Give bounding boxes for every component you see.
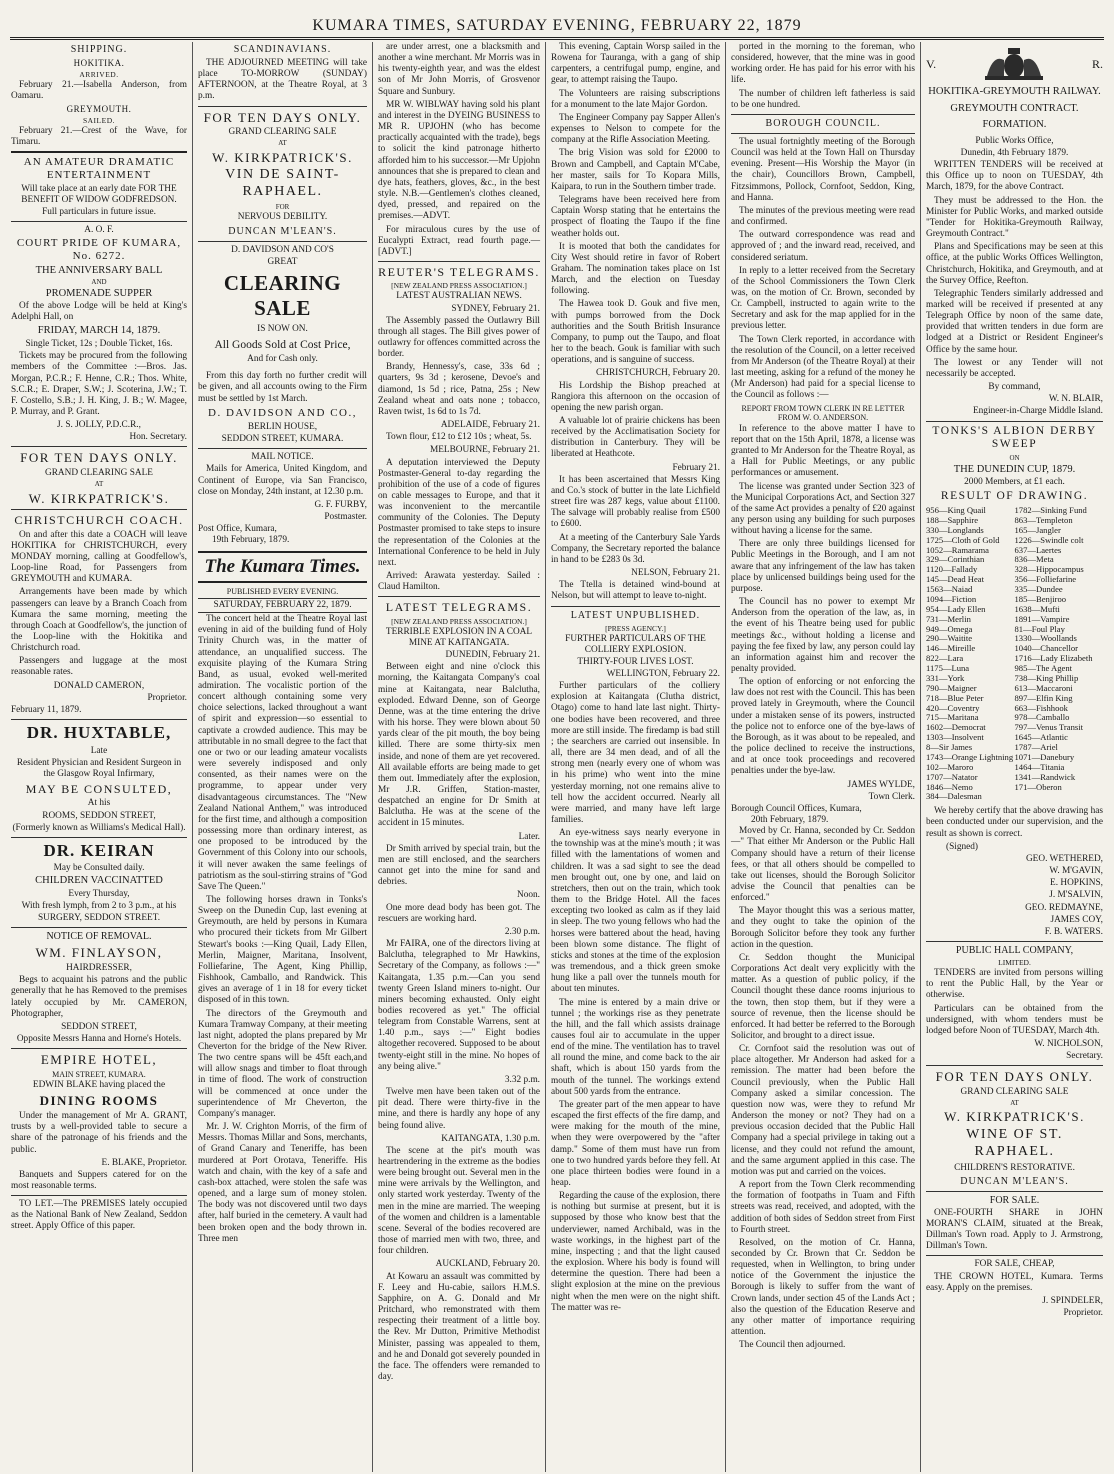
news-p5: Brandy, Hennessy's, case, 33s 6d ; quarters, 9s 3d ; kerosene, Devoe's and diamond, 1s 5d ; rice, Patna, 25s ; New Zealand wheat and oats none ; tobacco, Raven twist, 1s 6d to 1s 7d. (378, 362, 540, 417)
column-1 (6, 42, 193, 1472)
draw-entry: 1071—Danebury (1014, 751, 1075, 762)
draw-entry: 356—Folliefarine (1014, 574, 1077, 585)
news-p14: An eye-witness says nearly everyone in the township was at the mine's mouth ; it was filled with the lamentations of women and children. It was a sad sight to see the dead men brought out, one by one, and laid on stretchers, then out on the train, which took them to the Bridge Hotel. All the faces excepting two looked as calm as if they laid in sleep. The two young fellows who had the horses were battered about the head, having been blown some distance. The flight of sticks and stones at the time of the explosion was tremendous, and a thick green smoke hung like a pall over the tunnels mouth for about ten minutes. (551, 828, 720, 995)
news-p3: The Engineer Company pay Sapper Allen's expenses to Nelson to compete for the company at the Rifle Association Meeting. (551, 112, 720, 146)
hairdresser-label: HAIRDRESSER, (66, 963, 132, 974)
huxtable-credentials: Resident Physician and Resident Surgeon in the Glasgow Royal Infirmary, (16, 757, 182, 779)
ball-date: FRIDAY, MARCH 14, 1879. (37, 325, 161, 337)
results-heading: RESULT OF DRAWING. (940, 490, 1089, 503)
blake-signature: E. BLAKE, Proprietor. (101, 1157, 187, 1168)
port-hokitika: HOKITIKA. (73, 58, 125, 68)
council-offices: Borough Council Offices, Kumara, (731, 803, 862, 814)
news-p16: The greater part of the men appear to have escaped the first effects of the fire damp, and were making for the mouth of the mine, when they were overpowered by the "after damp." Some of them must have run from one to two hundred yards before they fell. At one place thirteen bodies were found in a heap. (551, 1099, 720, 1188)
draw-entry: 1303—Insolvent (926, 732, 984, 743)
sig-6: JAMES COY, (1050, 914, 1103, 925)
amateur-foot: Full particulars in future issue. (42, 206, 156, 217)
news-p11: At a meeting of the Canterbury Sale Yards Company, the Secretary reported the balance in hand to be £283 0s 3d. (551, 532, 720, 565)
draw-entry: 188—Sapphire (926, 514, 979, 525)
arrived-label: ARRIVED. (79, 69, 119, 79)
amateur-heading: AN AMATEUR DRAMATIC ENTERTAINMENT (23, 156, 175, 182)
thursday-text: Every Thursday, (68, 888, 130, 899)
town-clerk-role: Town Clerk. (868, 791, 915, 802)
crest-r: R. (1091, 56, 1103, 71)
draw-entry: 146—Mireille (926, 643, 976, 654)
header-title: KUMARA TIMES, SATURDAY EVENING, FEBRUARY 22, 1879 (312, 17, 802, 34)
news-p2: The Volunteers are raising subscriptions for a monument to the late Major Gordon. (551, 88, 720, 110)
empire-heading: EMPIRE HOTEL, (40, 1052, 158, 1068)
railway-heading: HOKITIKA-GREYMOUTH RAILWAY. (928, 86, 1101, 97)
clearing-sale: GRAND CLEARING SALE (45, 468, 153, 479)
mail-body: Mails for America, United Kingdom, and Continent of Europe, via San Francisco, close on Monday, 24th instant, at 12.30 p.m. (198, 464, 367, 497)
draw-entry: 718—Blue Peter (926, 692, 984, 703)
draw-entry: 949—Omega (926, 623, 973, 634)
limited-label: LIMITED. (998, 958, 1031, 968)
cameron-date: February 11, 1879. (11, 704, 82, 715)
drawing-results (926, 506, 1103, 802)
sig-4: J. M'SALVIN, (1049, 890, 1103, 901)
draw-entry: 1040—Chancellor (1014, 643, 1078, 654)
council-p15: Cr. Seddon thought the Municipal Corporations Act dealt very explicitly with the matter. As a question of public policy, if the Council thought these dance rooms injurious to the town, then stop them, but if they were a source of revenue, then the license should be enforced. It had better be referred to the Borough Solicitor, and brought to a direct issue. (731, 952, 915, 1041)
shipping-heading: SHIPPING. (70, 44, 128, 55)
draw-entry: 1226—Swindle colt (1014, 534, 1084, 545)
report-heading: REPORT FROM TOWN CLERK IN RE LETTER FROM W. O. ANDERSON. (741, 403, 905, 423)
council-p3: The usual fortnightly meeting of the Borough Council was held at the Town Hall on Thursday evening. Present—His Worship the Mayor (in the chair), Councillors Brown, Campbell, Fitzsimmons, Pollock, Cornfoot, Seddon, King, and Hanna. (731, 136, 915, 203)
news-p1: are under arrest, one a blacksmith and another a wine merchant. Mr Morris was in his twenty-eighth year, and was the eldest son of Mr John Morris, of Grosvenor Square and Sunbury. (378, 42, 540, 97)
mclean-heading: DUNCAN M'LEAN'S. (228, 225, 337, 237)
news-p8: His Lordship the Bishop preached at Rangiora this afternoon on the occasion of opening the new parish organ. (551, 380, 720, 413)
draw-entry: 329—Corinthian (926, 554, 985, 565)
kirkpatrick-heading: W. KIRKPATRICK'S. (944, 1109, 1085, 1125)
furby-signature: G. F. FURBY, (314, 499, 367, 510)
draw-entry: 985—The Agent (1014, 663, 1073, 674)
wylde-signature: JAMES WYLDE, (847, 779, 915, 790)
draw-entry: 1602—Democrat (926, 722, 986, 733)
news-p3: For miraculous cures by the use of Eucalypti Extract, read fourth page.—[ADVT.] (378, 224, 540, 257)
draw-entry: 1175—Luna (926, 663, 970, 674)
adelaide-dateline: ADELAIDE, February 21. (440, 420, 540, 431)
proprietor-role: Proprietor. (1063, 1308, 1103, 1319)
committee-text: Tickets may be procured from the following members of the Committee :—Bros. Jas. Morgan, P.C.R.; F. Henne, C.R.; Thos. White, S.C.R.; E. Draper, S.W.; J. Scoterina, J.W.; T. F. Costello, S.B.; J. H. King, J. B.; W. Magee, P. Murray, and P. Grant. (11, 351, 187, 418)
christchurch-dateline: CHRISTCHURCH, February 20. (596, 368, 720, 379)
members-text: 2000 Members, at £1 each. (964, 477, 1065, 488)
jolly-role: Hon. Secretary. (129, 432, 187, 443)
explosion-heading: TERRIBLE EXPLOSION IN A COAL MINE AT KAITANGATA. (385, 626, 533, 648)
cameron-role: Proprietor. (147, 692, 187, 703)
kirkpatrick-heading: W. KIRKPATRICK'S. (28, 490, 170, 506)
berlin-house: BERLIN HOUSE, (247, 421, 318, 432)
vaccination-heading: CHILDREN VACCINATTED (35, 875, 163, 887)
draw-entry: 420—Coventry (926, 702, 980, 713)
editorial-p2: The following horses drawn in Tonks's Sweep on the Dunedin Cup, last evening at Greymouth, are held by persons in Kumara who procured their tickets from Mr Gilbert Stewart's books :—King Quail, Lady Ellen, Merlin, Maigner, Maritana, Insolvent, Folliefarine, The Agent, King Phillip, Fishhook, Camballo, and Randwick. This gives an average of 1 in 18 for every ticket disposed of in this town. (198, 894, 367, 1006)
banquets-text: Banquets and Suppers catered for on the most reasonable terms. (11, 1169, 187, 1191)
draw-entry: 1052—Ramarama (926, 544, 990, 555)
news-p10: Dr Smith arrived by special train, but the men are still enclosed, and the searchers cannot get into the mine for sand and debries. (378, 843, 540, 888)
sig-2: W. M'GAVIN, (1049, 866, 1103, 877)
columns (6, 40, 1108, 1472)
draw-entry: 1743—Orange Lightning (926, 751, 1014, 762)
lodge-text: Of the above Lodge will be held at King's Adelphi Hall, on (11, 301, 187, 323)
feb21-dateline: February 21. (672, 462, 720, 473)
scandinavians-heading: SCANDINAVIANS. (233, 44, 332, 55)
coach-body: On and after this date a COACH will leave HOKITIKA for CHRISTCHURCH, every MONDAY morning, calling at Goodfellow's, Loop-line Road, for Passengers from GREYMOUTH and KUMARA. (11, 529, 187, 585)
time-230: 2.30 p.m. (504, 926, 540, 937)
time-332: 3.32 p.m. (504, 1074, 540, 1085)
draw-entry: 384—Dalesman (926, 791, 982, 802)
news-p13: Twelve men have been taken out of the pit dead. There were thirty-five in the mine, and there is hardly any hope of any being found alive. (378, 1087, 540, 1131)
at-label: AT (1010, 1099, 1019, 1108)
formation-heading: FORMATION. (982, 119, 1047, 131)
draw-entry: 1120—Fallady (926, 564, 978, 575)
debility-text: NERVOUS DEBILITY. (237, 212, 328, 223)
cameron-signature: DONALD CAMERON, (53, 680, 145, 691)
news-p2: The number of children left fatherless is said to be one hundred. (731, 88, 915, 110)
draw-entry: 290—Waitite (926, 633, 973, 644)
results-right (1015, 506, 1104, 802)
jolly-signature: J. S. JOLLY, P.D.C.R., (57, 420, 141, 431)
news-p1: This evening, Captain Worsp sailed in the Rowena for Tauranga, with a gang of ship carpenters, a centrifugal pump, engine, and gear, to attempt raising the Taupo. (551, 42, 720, 86)
ball-heading: THE ANNIVERSARY BALL (35, 264, 163, 276)
sailed-label: SAILED. (82, 115, 116, 125)
draw-entry: 330—Longlands (926, 524, 984, 535)
draw-entry: 335—Dundee (1014, 584, 1063, 595)
council-p17: A report from the Town Clerk recommending the formation of footpaths in Tuam and Fifth streets was read, received, and adopted, with the addition of both sides of Seddon street from First to Fourth street. (731, 1180, 915, 1235)
davidson-signature: D. DAVIDSON AND CO., (208, 406, 357, 419)
draw-entry: 1707—Natator (926, 771, 978, 782)
news-p4: The brig Vision was sold for £2000 to Brown and Campbell, and Captain M'Cabe, her master, sails for To Kopara Mills, Kaipara, to run in the Southern timber trade. (551, 148, 720, 192)
council-heading: BOROUGH COUNCIL. (765, 117, 881, 129)
melbourne-dateline: MELBOURNE, February 21. (429, 445, 540, 456)
coach-heading: CHRISTCHURCH COACH. (14, 513, 184, 528)
clearing-sale: GRAND CLEARING SALE (228, 127, 337, 138)
issue-date: SATURDAY, FEBRUARY 22, 1879. (198, 598, 367, 613)
news-p17: Regarding the cause of the explosion, there is nothing but surmise at present, but it is supposed by those who know best that the underviewer, named Archibald, was in the waste workings, in the highest part of the mine, inspecting ; and that the light caused the explosion. Where his body is found will determine the question. There had been a slight explosion at the mine on the previous night when the men were on the night shift. The matter was re- (551, 1191, 720, 1313)
draw-entry: 1330—Woollands (1014, 633, 1077, 644)
blair-role: Engineer-in-Charge Middle Island. (972, 406, 1103, 417)
opposite-text: Opposite Messrs Hanna and Horne's Hotels. (16, 1033, 182, 1044)
unpublished-heading: LATEST UNPUBLISHED. (570, 609, 701, 621)
and-label: AND (91, 278, 107, 287)
column-5 (726, 42, 921, 1472)
dunedin-dateline: DUNEDIN, February 21. (445, 650, 540, 661)
published-label: PUBLISHED EVERY EVENING. (226, 587, 339, 597)
court-heading: COURT PRIDE OF KUMARA, No. 6272. (16, 237, 182, 263)
at-label: AT (278, 139, 287, 148)
draw-entry: 954—Lady Ellen (926, 603, 986, 614)
news-p10: It has been ascertained that Messrs King and Co.'s stock of butter in the late Lichfield street fire was 287 kegs, value about £1100. The salvage will probably realise from £500 to £600. (551, 474, 720, 530)
sale-p9: THE CROWN HOTEL, Kumara. Terms easy. Apply on the premises. (926, 1271, 1103, 1293)
draw-entry: 836—Meta (1014, 554, 1054, 565)
tender-p1: WRITTEN TENDERS will be received at this Office up to noon on TUESDAY, 4th March, 1879, for the above Contract. (926, 160, 1103, 193)
spindeler-signature: J. SPINDELER, (1042, 1295, 1103, 1306)
dining-heading: DINING ROOMS (39, 1093, 159, 1109)
draw-entry: 328—Hippocampus (1014, 564, 1084, 575)
seddon-street: SEDDON STREET, (61, 1021, 137, 1032)
council-p8: In reference to the above matter I have to report that on the 15th April, 1878, a license was granted to Mr Anderson for the Theatre Royal, as a Hall for Public Meetings, or any public performances or amusement. (731, 423, 915, 479)
news-p5: Telegrams have been received here from Captain Worsp stating that he entertains the prospect of floating the Taupo if the fine weather holds out. (551, 195, 720, 239)
draw-entry: 165—Jangler (1014, 524, 1061, 535)
tender-p3: Plans and Specifications may be seen at this office, at the public Works Offices Wellington, Christchurch, Hokitika, and Greymouth, and at the Survey Office, Reefton. (926, 242, 1103, 286)
lymph-text: With fresh lymph, from 2 to 3 p.m., at his (21, 901, 177, 912)
news-p12: Mr FAIRA, one of the directors living at Balclutha, telegraphed to Mr Hawkins, Secretary of the Company, as follows :—" Kaitangata, 1.35 p.m.—Can you send twenty Green Island miners to-night. Our miners becoming exhausted. Only eight bodies recovered as yet." The official telegram from Constable Warrens, sent at 1.40 p.m., says :—" Eight bodies altogether recovered. Supposed to be about twenty-eight still in the mine. No hopes of any being alive." (378, 939, 540, 1072)
draw-entry: 8—Sir James (926, 742, 973, 753)
keiran-sub: May be Consulted daily. (53, 863, 145, 874)
draw-entry: 731—Merlin (926, 613, 971, 624)
latest-heading: LATEST TELEGRAMS. (385, 600, 533, 615)
draw-entry: 1094—Fiction (926, 593, 977, 604)
great-label: GREAT (267, 256, 298, 267)
hall-p6: TENDERS are invited from persons willing to rent the Public Hall, by the Year or otherwise. (926, 968, 1103, 1001)
news-p13: Further particulars of the colliery explosion at Kaitangata (Clutha district, Otago) come to hand late last night. Thirty-one bodies have been recovered, and three more are still inside. The firedamp is bad still ; the searchers are carried out insensible. In all, there are 34 men dead, and of all the strong men (nearly every one of whom was in his prime) who went into the mine yesterday morning, not one remains alive to tell how the accident occurred. Nearly all were married, and many have left large families. (551, 681, 720, 825)
supper-heading: PROMENADE SUPPER (45, 287, 153, 299)
news-p9: A valuable lot of prairie chickens has been received by the Acclimatisation Society for distribution in Canterbury. They will be liberated at Heathcote. (551, 416, 720, 460)
aus-news-heading: LATEST AUSTRALIAN NEWS. (396, 291, 522, 302)
draw-entry: 1563—Naiad (926, 584, 973, 595)
rooms-address: ROOMS, SEDDON STREET, (42, 810, 156, 821)
news-p4: The Assembly passed the Outlawry Bill through all stages. The Bill gives power of outlawry for offences committed across the border. (378, 315, 540, 360)
for-label: FOR (275, 202, 290, 211)
kirkpatrick-heading: W. KIRKPATRICK'S. (212, 149, 353, 165)
ten-days-heading: FOR TEN DAYS ONLY. (20, 450, 178, 466)
news-p7: The Hawea took D. Gouk and five men, with pumps borrowed from the Dock authorities and the South British Insurance Company, to pump out the Taupo, and float her to the beach. Gouk is familiar with such operations, and is sanguine of success. (551, 299, 720, 366)
kaitangata-dateline: KAITANGATA, 1.30 p.m. (441, 1133, 540, 1144)
draw-entry: 613—Maccaroni (1014, 682, 1073, 693)
further-heading: FURTHER PARTICULARS OF THE COLLIERY EXPLOSION. (565, 633, 706, 655)
seddon-street: SEDDON STREET, KUMARA. (221, 434, 344, 445)
draw-entry: 1787—Ariel (1014, 742, 1058, 753)
at-his: At his (87, 798, 111, 809)
draw-entry: 790—Maigner (926, 682, 977, 693)
signed-label: (Signed) (946, 841, 979, 852)
tolet-text: TO LET.—The PREMISES lately occupied as the National Bank of New Zealand, Seddon street. Apply Office of this paper. (11, 1199, 187, 1232)
mclean-heading: DUNCAN M'LEAN'S. (960, 1175, 1069, 1187)
council-p18: Resolved, on the motion of Cr. Hanna, seconded by Cr. Brown that Cr. Seddon be requested, when in Wellington, to bring under notice of the Government the injustice the Borough is likely to suffer from the want of Crown lands, under section 45 of the Lands Act ; also the question of the Education Reserve and any other matter of importance requiring attention. (731, 1237, 915, 1338)
column-3 (373, 42, 546, 1472)
draw-entry: 663—Fishhook (1014, 702, 1068, 713)
tonks-heading: TONKS'S ALBION DERBY SWEEP (932, 424, 1097, 451)
main-street: MAIN STREET, KUMARA. (52, 1069, 146, 1079)
ten-days-heading: FOR TEN DAYS ONLY. (203, 109, 362, 125)
council-offices-date: 20th February, 1879. (751, 815, 829, 826)
masthead-title: The Kumara Times. (198, 551, 367, 584)
draw-entry: 1846—Nemo (926, 781, 973, 792)
council-p9: The license was granted under Section 323 of the Municipal Corporations Act, and Section 327 of the same Act provides a penalty of £20 against any person using any building for such purposes without having a license for the same. (731, 481, 915, 537)
dining-body: Under the management of Mr A. GRANT, trusts by a well-provided table to secure a share of the patronage of his friends and the public. (11, 1111, 187, 1155)
port-greymouth: GREYMOUTH. (66, 104, 132, 115)
keiran-heading: DR. KEIRAN (43, 840, 155, 860)
formerly-text: (Formerly known as Williams's Medical Hall). (12, 822, 186, 833)
editorial-p3: The directors of the Greymouth and Kumara Tramway Company, at their meeting last night, adopted the plans prepared by Mr Cheverton for the bridge of the New River. The two centre spans will be 45ft each,and will allow snags and timber to float through in time of flood. The work of construction will be commenced at once under the superintendence of Mr Cheverton, the Company's manager. (198, 1008, 367, 1119)
clearing-sale-heading: CLEARING SALE (223, 270, 342, 320)
coat-of-arms-icon (979, 46, 1049, 82)
draw-entry: 1891—Vampire (1014, 613, 1070, 624)
draw-entry: 897—Elfin King (1014, 692, 1073, 703)
cash-only-text: And for Cash only. (247, 354, 318, 365)
removal-heading: NOTICE OF REMOVAL. (46, 931, 152, 943)
results-left (926, 506, 1015, 802)
news-p1: ported in the morning to the foreman, who considered, however, that the mine was in good working order. He has paid for his error with his life. (731, 42, 915, 86)
draw-entry: 715—Maritana (926, 712, 979, 723)
mail-notice-heading: MAIL NOTICE. (251, 452, 314, 463)
cost-price-text: All Goods Sold at Cost Price, (214, 339, 351, 352)
council-p10: There are only three buildings licensed for Public Meetings in the Borough, and I am not aware that any infringement of the law has taken place by unlicensed buildings being used for the purpose. (731, 539, 915, 594)
finlayson-heading: WM. FINLAYSON, (35, 945, 163, 961)
nzpa-label-2: [NEW ZEALAND PRESS ASSOCIATION.] (391, 616, 527, 626)
royal-crest (926, 46, 1103, 82)
by-command: By command, (988, 382, 1041, 393)
draw-entry: 978—Camballo (1014, 712, 1070, 723)
draw-entry: 1638—Mufti (1014, 603, 1060, 614)
draw-entry: 863—Templeton (1014, 514, 1073, 525)
draw-entry: 637—Laertes (1014, 544, 1062, 555)
arrived-text: February 21.—Isabella Anderson, from Oamaru. (11, 79, 187, 101)
column-2 (193, 42, 373, 1472)
news-p8: Arrived: Arawata yesterday. Sailed : Claud Hamilton. (378, 571, 540, 593)
sig-3: E. HOPKINS, (1050, 878, 1103, 889)
sydney-dateline: SYDNEY, February 21. (451, 303, 540, 314)
draw-entry: 81—Foul Play (1014, 623, 1065, 634)
auckland-dateline: AUCKLAND, February 20. (435, 1259, 540, 1270)
finlayson-body: Begs to acquaint his patrons and the public generally that he has Removed to the premises lately occupied by Mr. CAMERON, Photographer, (11, 975, 187, 1019)
news-p2: MR W. WIBLWAY having sold his plant and interest in the DYEING BUSINESS to MR R. UPJOHN (who has become practically acquainted with the trade), begs to solicit the kind patronage hitherto afforded him to his successor.—Mr Upjohn announces that she is prepared to clean and dye hats, feathers, gloves, &c., in the best style. N.B.—Gentlemen's clothes cleaned, dyed, pressed, and repaired on the premises.—ADVT. (378, 99, 540, 222)
credit-text: From this day forth no further credit will be given, and all accounts owing to the Firm must be settled by 1st March. (198, 371, 367, 404)
certify-text: We hereby certify that the above drawing has been conducted under our supervision, and the result as shown is correct. (926, 806, 1103, 839)
tender-p5: The lowest or any Tender will not necessarily be accepted. (926, 357, 1103, 379)
aof-label: A. O. F. (84, 225, 114, 236)
editorial-p4: Mr. J. W. Crighton Morris, of the firm of Messrs. Thomas Millar and Sons, merchants, of Grand Canary and Teneriffe, has been murdered at Port Orotava, Teneriffe. His watch and chain, with the key of a safe and cash-box attached, were stolen the safe was opened, and a large sum of money stolen. The body was not discovered until two days after, half buried in the cemetery. A vault had been broken open and the body thrown in. Three men (198, 1122, 367, 1244)
column-4 (546, 42, 726, 1472)
wellington-dateline: WELLINGTON, February 22. (606, 668, 720, 679)
reuter-heading: REUTER'S TELEGRAMS. (378, 264, 540, 279)
davidson-heading: D. DAVIDSON AND CO'S (231, 244, 334, 255)
nelson-dateline: NELSON, February 21. (631, 568, 720, 579)
on-label: ON (1009, 454, 1020, 463)
news-p11: One more dead body has been got. The rescuers are working hard. (378, 902, 540, 924)
crest-v: V. (926, 56, 937, 71)
column-6 (921, 42, 1108, 1472)
council-p11: The Council has no power to exempt Mr Anderson from the operation of the law, as, in the event of his Theatre being used for public meetings &c., without holding a license and paying the fee fixed by law, any person could lay an information against him and recover the penalty provided. (731, 597, 915, 674)
huxtable-late: Late (90, 745, 108, 756)
ticket-prices: Single Ticket, 12s ; Double Ticket, 16s. (25, 339, 173, 350)
draw-entry: 145—Dead Heat (926, 574, 984, 585)
draw-entry: 102—Maroro (926, 761, 974, 772)
adjourned-text: THE ADJOURNED MEETING will take place TO-MORROW (SUNDAY) AFTERNOON, at the Theatre Royal, at 3 p.m. (198, 58, 367, 102)
wine-heading: WINE OF ST. RAPHAEL. (966, 1127, 1063, 1159)
draw-entry: 797—Venus Transit (1014, 722, 1084, 733)
now-on-text: IS NOW ON. (257, 324, 308, 335)
contract-heading: GREYMOUTH CONTRACT. (950, 102, 1079, 114)
sig-7: F. B. WATERS. (1044, 926, 1103, 937)
vin-heading: VIN DE SAINT-RAPHAEL. (225, 167, 340, 200)
noon-label: Noon. (517, 890, 540, 901)
draw-entry: 1716—Lady Elizabeth (1014, 653, 1093, 664)
nicholson-signature: W. NICHOLSON, (1034, 1038, 1103, 1049)
council-p14: The Mayor thought this was a serious matter, and they ought to take the opinion of the Borough Solicitor before they took any further action in the question. (731, 906, 915, 950)
hall-p7: Particulars can be obtained from the undersigned, with whom tenders must be lodged before Noon of TUESDAY, March 4th. (926, 1003, 1103, 1036)
council-p6: In reply to a letter received from the Secretary of the School Commissioners the Town Clerk was, on the motion of Cr. Brown, seconded by Cr. Campbell, instructed to again write to the Secretary and ask for the map applied for in the previous letter. (731, 265, 915, 332)
news-p6: It is mooted that both the candidates for City West should retire in favor of Robert Graham. The nomination takes place on 1st March, and the election on Tuesday following. (551, 241, 720, 297)
cup-heading: THE DUNEDIN CUP, 1879. (953, 463, 1076, 475)
draw-entry: 1341—Randwick (1014, 771, 1076, 782)
hall-heading: PUBLIC HALL COMPANY, (955, 945, 1074, 957)
draw-entry: 1645—Atlantic (1014, 732, 1068, 743)
amateur-body: Will take place at an early date FOR THE BENEFIT OF WIDOW GODFREDSON. (21, 183, 177, 205)
draw-entry: 738—King Phillip (1014, 672, 1079, 683)
council-p5: The outward correspondence was read and approved of ; and the inward read, received, and considered seriatum. (731, 230, 915, 263)
news-p6: Town flour, £12 to £12 10s ; wheat, 5s. (386, 432, 532, 443)
nzpa-label: [NEW ZEALAND PRESS ASSOCIATION.] (391, 281, 527, 291)
draw-entry: 956—King Quail (926, 505, 986, 516)
news-p7: A deputation interviewed the Deputy Postmaster-General to-day regarding the prohibition of the use of a code of figures on cable messages to Europe, and that it was inconvenient to the mercantile community of the Colonies. The Deputy Postmaster promised to take steps to insure the representation of the Colonies at the International Conference to be held in July next. (378, 457, 540, 568)
council-p16: Cr. Cornfoot said the resolution was out of place altogether. Mr Anderson had asked for a remission. The matter had been before the Council previously, when the Public Hall Company asked a similar concession. The question now was, were they to refund Mr Anderson the money or not? They had on a previous occasion decided that the Public Hall Company had a special privilege in taking out a license, and they could not refund the amount, and the same argument applied in this case. The motion was put and carried on the voices. (731, 1044, 915, 1177)
post-office-date: 19th February, 1879. (212, 535, 290, 546)
press-agency-label: [PRESS AGENCY.] (605, 623, 666, 633)
pwo-date: Dunedin, 4th February 1879. (960, 147, 1069, 158)
news-p9: Between eight and nine o'clock this morning, the Kaitangata Company's coal mine at Kaitangata, near Balclutha, exploded. Edward Denne, son of George Denne, was at the time entering the drive with his horse. They were blown about 50 yards clear of the pit mouth, the boy being killed. There are some thirty-six men inside, and none of them are yet recovered. All available efforts are being made to get them out. Immediately after the explosion, Mr J.R. Griffen, Station-master, despatched an engine for Dr Smith at Balclutha. He was at the scene of the accident in 15 minutes. (378, 662, 540, 829)
sig-5: GEO. REDMAYNE, (1025, 902, 1103, 913)
tender-p4: Telegraphic Tenders similarly addressed and marked will be received if presented at any Telegraph Office by noon of the same date, provided that written tenders in due form are lodged at a District or Resident Engineer's Office by the same hour. (926, 288, 1103, 355)
sig-1: GEO. WETHERED, (1025, 853, 1103, 864)
news-p15: At Kowaru an assault was committed by F. Leey and Hu-cabie, sailors H.M.S. Sapphire, on A. G. Donald and Mr Pritchard, who remonstrated with them respecting their treatment of a little boy. the Rev. Mr Dutton, Primitive Methodist Minister, passing was appealed to them, and he and Donald got severely pounded in the face. The offenders were remanded to day. (378, 1271, 540, 1382)
council-p13: Moved by Cr. Hanna, seconded by Cr. Seddon—" That either Mr Anderson or the Public Hall Company should have a return of their license fees, or that all others should be compelled to take out licenses, should the Borough Solicitor advise the Council that penalties can be enforced." (731, 826, 915, 904)
draw-entry (1015, 792, 1104, 802)
at-label: AT (94, 480, 104, 489)
ten-days-heading: FOR TEN DAYS ONLY. (935, 1069, 1094, 1085)
restorative-text: CHILDREN'S RESTORATIVE. (954, 1162, 1075, 1173)
draw-entry: 1782—Sinking Fund (1014, 505, 1087, 516)
draw-entry: 1725—Cloth of Gold (926, 534, 1000, 545)
council-p12: The option of enforcing or not enforcing the law does not rest with the Council. This has been proved lately in Greymouth, where the Council under a mistaken sense of its powers, instructed the police not to enforce one of the bye-laws of the Borough, as it was about to be repealed, and the police declined to receive the instructions, and at once took proceedings and recovered penalties under the bye-law. (731, 677, 915, 777)
pwo-label: Public Works Office, (975, 135, 1054, 146)
council-p4: The minutes of the previous meeting were read and confirmed. (731, 205, 915, 228)
thirty-four-heading: THIRTY-FOUR LIVES LOST. (577, 656, 694, 667)
later-label: Later. (518, 831, 540, 842)
for-sale-heading: FOR SALE. (989, 1194, 1040, 1206)
surgery-address: SURGERY, SEDDON STREET. (37, 913, 161, 924)
sale-p8: ONE-FOURTH SHARE in JOHN MORAN'S CLAIM, situated at the Break, Dillman's Town road. Apply to J. Armstrong, Dillman's Town. (926, 1207, 1103, 1252)
consulted-heading: MAY BE CONSULTED, (25, 781, 173, 796)
draw-entry: 171—Oberon (1014, 781, 1062, 792)
running-header (10, 0, 1104, 40)
for-sale-cheap: FOR SALE, CHEAP, (974, 1259, 1055, 1270)
clearing-sale: GRAND CLEARING SALE (960, 1086, 1069, 1097)
postmaster-role: Postmaster. (324, 512, 367, 523)
news-p14: The scene at the pit's mouth was heartrendering in the extreme as the bodies were being brought out. Several men in the mine were arrivals by the Wellington, and only started work yesterday. Twenty of the men in the mine are married. The weeping of the women and children is a lamentable scene. Several of the bodies recovered are those of married men with two, three, and four children. (378, 1145, 540, 1257)
secretary-role: Secretary. (1066, 1051, 1103, 1062)
editorial-p1: The concert held at the Theatre Royal last evening in aid of the building fund of Holy Trinity Church was, in the matter of attendance, an unqualified success. The exquisite playing of the Kumara String Band, as usual, evoked well-merited admiration. The vocalistic portion of the concert although containing some very choice selections, lacked throughout a want of spirit and expression—so essential to captivate a crowded audience. This may be attributable in no small degree to the fact that one or two or our leading amateur vocalists were severely indisposed and only consented, as their names were on the programme, to appear under very disadvantageous circumstances. The "New Zealand National Anthem," was introduced for the first time, and although a composition possessing more than ordinary interest, as one proposed to be introduced by the Government of this Colony into our schools, it will never awaken the same feelings of patriotism as the soul-stirring strains of "God Save The Queen." (198, 614, 367, 892)
draw-entry: 1464—Titania (1014, 761, 1065, 772)
news-p12: The Ttella is detained wind-bound at Nelson, but will attempt to leave to-night. (551, 580, 720, 602)
coach-body-2: Arrangements have been made by which passengers can leave by a Branch Coach from Kumara the same morning, meeting the through Coach at Goodfellow's, the junction of the Loop-line with the Hokitika and Christchurch road. (11, 587, 187, 654)
council-p7: The Town Clerk reported, in accordance with the resolution of the Council, on a letter received from Mr Anderson (of the Theatre Royal) at their last meeting, asking for a refund of the money he (Mr Anderson) had paid for a special license to the Council as follows :— (731, 334, 915, 401)
draw-entry: 822—Lara (926, 653, 964, 664)
tender-p2: They must be addressed to the Hon. the Minister for Public Works, and marked outside "Tender for Hokitika-Greymouth Railway, Greymouth Contract." (926, 195, 1103, 240)
blair-signature: W. N. BLAIR, (1048, 394, 1103, 405)
blake-text: EDWIN BLAKE having placed the (32, 1080, 166, 1091)
draw-entry: 331—York (926, 672, 965, 683)
coach-body-3: Passengers and luggage at the most reasonable rates. (11, 656, 187, 678)
draw-entry: 185—Benjiroo (1014, 593, 1067, 604)
news-p15: The mine is entered by a main drive or tunnel ; the workings rise as they penetrate the hill, and the fall which assists drainage causes foul air to accumulate in the upper end of the mine. The ventilation has to travel all round the mine, and come back to the air shaft, which is about 150 yards from the mouth of the tunnel. The workings extend about 500 yards from the entrance. (551, 997, 720, 1097)
council-p19: The Council then adjourned. (739, 1340, 846, 1351)
post-office-label: Post Office, Kumara, (198, 524, 277, 535)
sailed-text: February 21.—Crest of the Wave, for Timaru. (11, 125, 187, 148)
huxtable-heading: DR. HUXTABLE, (26, 723, 172, 743)
